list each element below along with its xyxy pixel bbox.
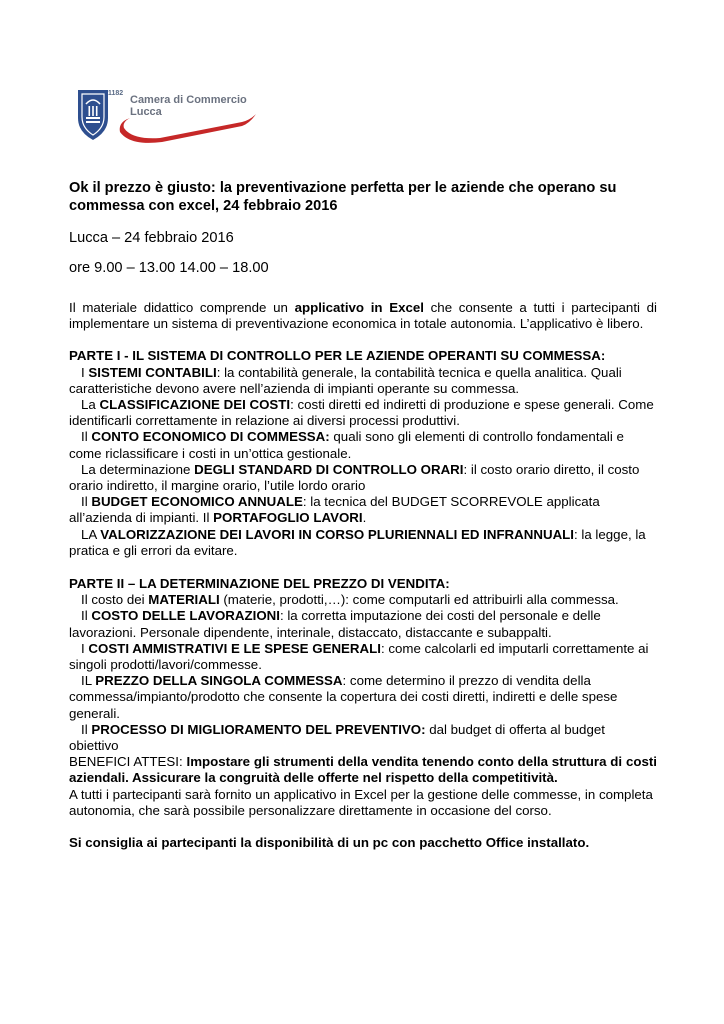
benefits-note: A tutti i partecipanti sarà fornito un applicativo in Excel per la gestione delle commesse, in completa autonomia, che sarà possibile personalizzare direttamente in occasione del corso.	[69, 786, 653, 818]
list-item	[69, 722, 657, 754]
item-text: : la corretta imputazione dei costi del personale e delle lavorazioni. Personale dipendente, interinale, distaccato, distaccante e subappalti.	[69, 608, 601, 640]
item-text: Il	[81, 608, 92, 624]
item-keyword: PORTAFOGLIO LAVORI	[213, 510, 363, 526]
item-keyword: MATERIALI	[148, 592, 220, 608]
item-text: I	[81, 364, 89, 380]
item-keyword: BUDGET ECONOMICO ANNUALE	[91, 494, 303, 510]
part1-list	[69, 365, 657, 559]
benefits-label: BENEFICI ATTESI:	[69, 754, 187, 770]
item-text: : la tecnica del BUDGET SCORREVOLE applicata all’azienda di impianti. Il	[69, 494, 600, 526]
item-text: : il costo orario diretto, il costo orario indiretto, il margine orario, l’utile lordo orario	[69, 461, 640, 494]
item-text: Il	[81, 429, 92, 445]
chamber-of-commerce-logo	[74, 88, 264, 146]
list-item	[69, 462, 657, 494]
list-item	[69, 365, 657, 397]
item-text: Il	[81, 494, 92, 510]
logo-name	[130, 94, 247, 118]
list-item	[69, 592, 657, 608]
place-date: Lucca – 24 febbraio 2016	[69, 230, 234, 246]
benefits-paragraph	[69, 754, 657, 786]
item-text: I	[81, 640, 89, 656]
logo-year: 1182	[108, 90, 124, 97]
intro-text-end: che consente a tutti i partecipanti di implementare un sistema di preventivazione economica in totale autonomia. L’applicativo è libero.	[69, 300, 657, 332]
part1-heading: PARTE I - IL SISTEMA DI CONTROLLO PER LE AZIENDE OPERANTI SU COMMESSA:	[69, 348, 606, 364]
part2-heading: PARTE II – LA DETERMINAZIONE DEL PREZZO DI VENDITA:	[69, 576, 450, 592]
item-text: : la contabilità generale, la contabilità tecnica e quella analitica. Quali caratteristiche devono avere nell’azienda di impianti operante su commessa.	[69, 364, 622, 396]
item-keyword: CLASSIFICAZIONE DEI COSTI	[99, 397, 291, 413]
document-body	[69, 179, 657, 851]
item-keyword: PROCESSO DI MIGLIORAMENTO DEL PREVENTIVO:	[91, 721, 426, 737]
schedule-hours: ore 9.00 – 13.00 14.00 – 18.00	[69, 260, 269, 276]
part2-list	[69, 592, 657, 754]
item-keyword: SISTEMI CONTABILI	[88, 364, 217, 380]
item-text: .	[362, 510, 367, 526]
list-item	[69, 673, 657, 722]
item-keyword: PREZZO DELLA SINGOLA COMMESSA	[95, 673, 343, 689]
item-text: La	[81, 397, 100, 413]
item-keyword: CONTO ECONOMICO DI COMMESSA:	[91, 429, 330, 445]
item-text: dal budget di offerta al budget obiettivo	[69, 721, 605, 754]
item-text: quali sono gli elementi di controllo fondamentali e come riclassificare i costi in un’ottica gestionale.	[69, 429, 624, 461]
closing-note: Si consiglia ai partecipanti la disponibilità di un pc con pacchetto Office installato.	[69, 835, 590, 851]
item-text: : la legge, la pratica e gli errori da evitare.	[69, 526, 646, 558]
intro-highlight: applicativo in Excel	[294, 300, 424, 315]
item-text: Il	[81, 721, 92, 737]
item-text: : costi diretti ed indiretti di produzione e spese generali. Come identificarli correttamente in relazione ai diversi processi produttivi.	[69, 397, 654, 429]
list-item	[69, 608, 657, 640]
list-item	[69, 397, 657, 429]
item-text: LA	[81, 526, 101, 542]
item-text: : come determino il prezzo di vendita della commessa/impianto/prodotto che consente la copertura dei costi diretti, indiretti e delle spese generali.	[69, 673, 618, 721]
item-text: IL	[81, 673, 96, 689]
intro-paragraph	[69, 300, 657, 332]
list-item	[69, 641, 657, 673]
item-text: Il costo dei	[81, 592, 149, 608]
benefits-highlight: Impostare gli strumenti della vendita tenendo conto della struttura di costi aziendali. Assicurare la congruità delle offerte nel rispetto della competitività.	[69, 754, 657, 786]
list-item	[69, 527, 657, 559]
list-item	[69, 429, 657, 461]
item-keyword: COSTO DELLE LAVORAZIONI	[91, 608, 280, 624]
logo-line2: Lucca	[130, 106, 162, 118]
item-keyword: VALORIZZAZIONE DEI LAVORI IN CORSO PLURIENNALI ED INFRANNUALI	[100, 526, 574, 542]
item-text: : come calcolarli ed imputarli correttamente ai singoli prodotti/lavori/commesse.	[69, 640, 649, 673]
item-text: La determinazione	[81, 461, 195, 477]
item-text: (materie, prodotti,…): come computarli ed attribuirli alla commessa.	[219, 592, 619, 608]
page-title: Ok il prezzo è giusto: la preventivazione perfetta per le aziende che operano su commessa con excel, 24 febbraio 2016	[69, 180, 617, 214]
list-item	[69, 494, 657, 526]
intro-text: Il materiale didattico comprende un	[69, 300, 295, 315]
logo-line1: Camera di Commercio	[130, 94, 247, 106]
item-keyword: DEGLI STANDARD DI CONTROLLO ORARI	[194, 461, 464, 477]
item-keyword: COSTI AMMISTRATIVI E LE SPESE GENERALI	[88, 640, 381, 656]
